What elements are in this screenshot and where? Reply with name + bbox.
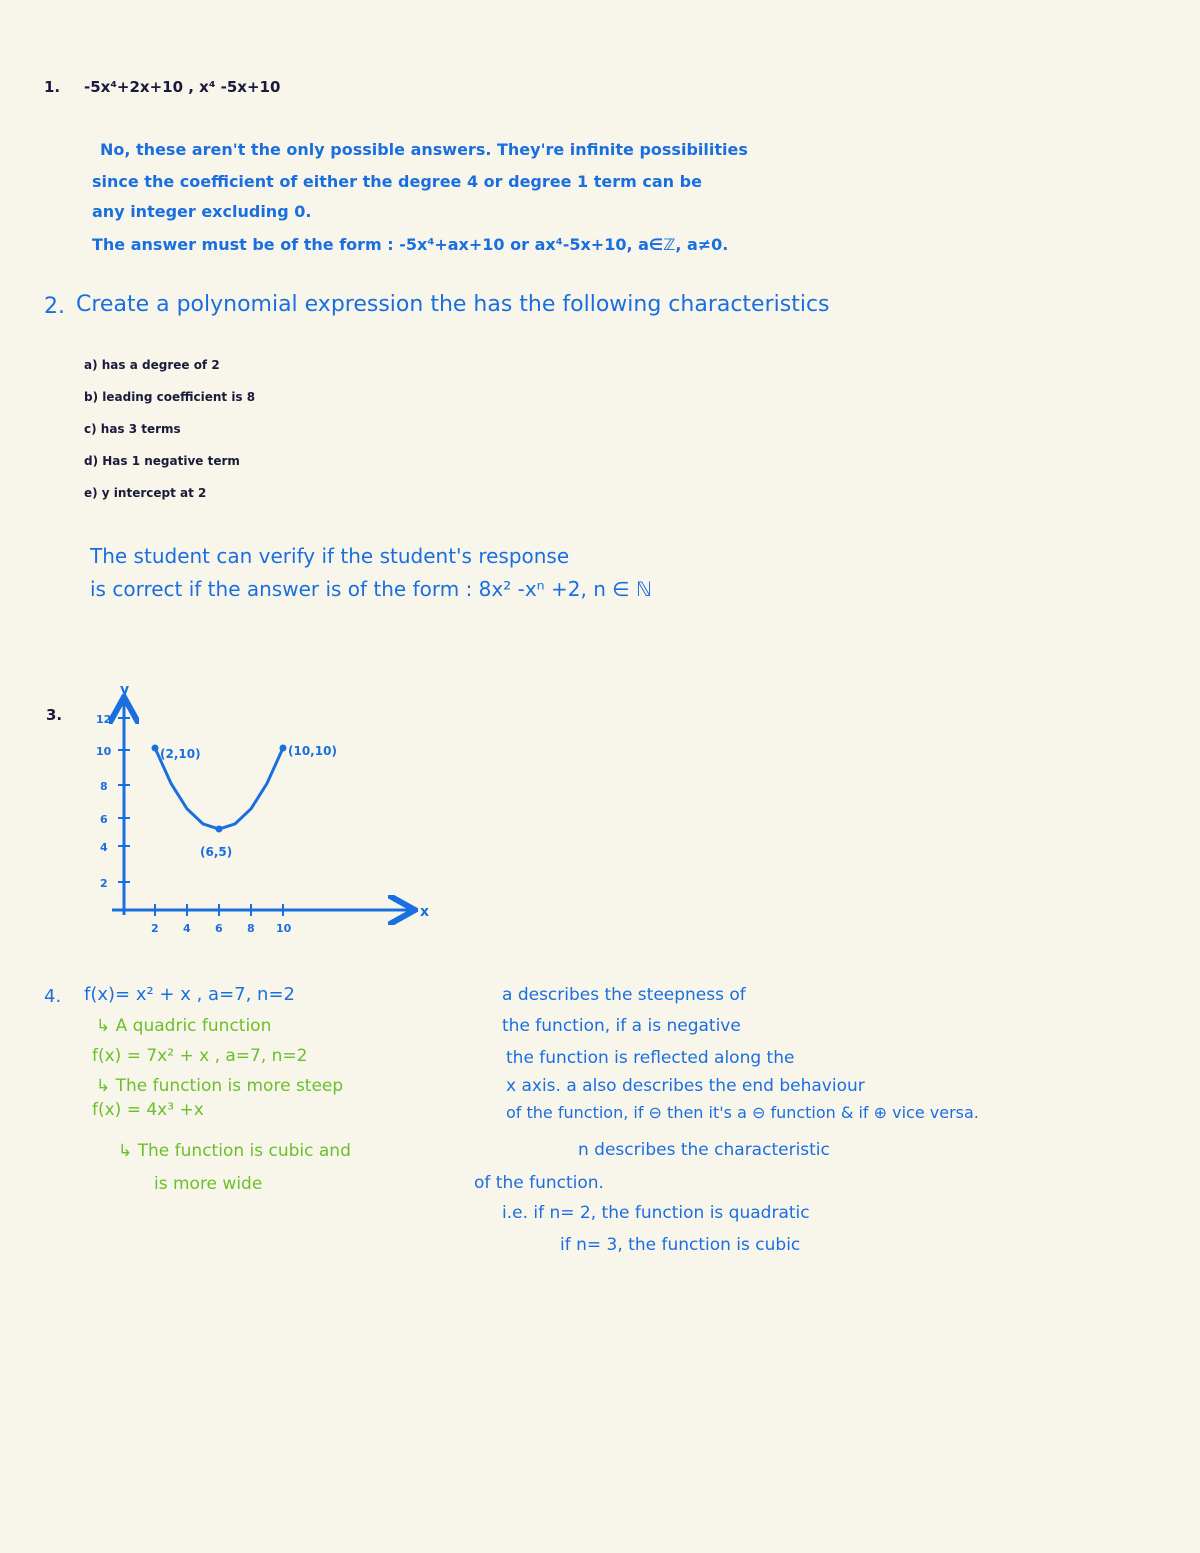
q4-function: f(x)= x² + x , a=7, n=2 (84, 984, 295, 1005)
point-marker-2 (216, 826, 223, 833)
q4-note-5: of the function, if ⊖ then it's a ⊖ function & if ⊕ vice versa. (506, 1103, 979, 1122)
q4-green-line-2: f(x) = 7x² + x , a=7, n=2 (92, 1046, 308, 1066)
svg-text:4: 4 (100, 841, 108, 854)
svg-text:10: 10 (276, 922, 292, 935)
point-marker-1 (152, 745, 159, 752)
q4-note-9: if n= 3, the function is cubic (560, 1235, 801, 1255)
svg-text:8: 8 (100, 780, 108, 793)
q1-explanation-line-4: The answer must be of the form : -5x⁴+ax+10 or ax⁴-5x+10, a∈ℤ, a≠0. (92, 235, 729, 254)
q1-answer: -5x⁴+2x+10 , x⁴ -5x+10 (84, 78, 281, 96)
svg-text:12: 12 (96, 713, 112, 726)
x-axis-label: x (420, 904, 430, 920)
q4-note-3: the function is reflected along the (506, 1048, 795, 1068)
q4-green-line-1: ↳ A quadric function (96, 1016, 272, 1036)
svg-text:2: 2 (151, 922, 159, 935)
q4-green-line-6: is more wide (154, 1174, 263, 1194)
svg-text:2: 2 (100, 877, 108, 890)
q4-number: 4. (44, 986, 62, 1007)
q2-verify-line-1: The student can verify if the student's response (90, 544, 570, 568)
q4-note-1: a describes the steepness of (502, 985, 746, 1005)
q1-number: 1. (44, 78, 61, 96)
q4-green-line-4: f(x) = 4x³ +x (92, 1100, 204, 1120)
q4-note-8: i.e. if n= 2, the function is quadratic (502, 1203, 810, 1223)
svg-text:8: 8 (247, 922, 255, 935)
q4-note-4: x axis. a also describes the end behaviour (506, 1076, 865, 1096)
q4-note-6: n describes the characteristic (578, 1140, 830, 1160)
svg-text:10: 10 (96, 745, 112, 758)
q1-explanation-line-1: No, these aren't the only possible answers. They're infinite possibilities (100, 140, 748, 159)
q4-green-line-3: ↳ The function is more steep (96, 1076, 344, 1096)
q2-prompt: Create a polynomial expression the has the following characteristics (76, 292, 830, 317)
q1-explanation-line-3: any integer excluding 0. (92, 202, 312, 221)
point-marker-3 (280, 745, 287, 752)
q2-criterion-d: d) Has 1 negative term (84, 454, 240, 468)
q2-criterion-c: c) has 3 terms (84, 422, 181, 436)
point-label-2-10: (2,10) (160, 747, 201, 761)
q2-criterion-a: a) has a degree of 2 (84, 358, 220, 372)
svg-text:6: 6 (100, 813, 108, 826)
y-axis-label: y (120, 682, 130, 698)
q2-verify-line-2: is correct if the answer is of the form : 8x² -xⁿ +2, n ∈ ℕ (90, 577, 653, 601)
q4-green-line-5: ↳ The function is cubic and (118, 1141, 351, 1161)
q2-criterion-e: e) y intercept at 2 (84, 486, 207, 500)
point-label-6-5: (6,5) (200, 845, 233, 859)
q2-number: 2. (44, 294, 65, 319)
point-label-10-10: (10,10) (288, 744, 337, 758)
q2-criterion-b: b) leading coefficient is 8 (84, 390, 256, 404)
svg-text:6: 6 (215, 922, 223, 935)
q1-explanation-line-2: since the coefficient of either the degree 4 or degree 1 term can be (92, 172, 702, 191)
q3-number: 3. (46, 706, 63, 724)
q4-note-7: of the function. (474, 1173, 604, 1193)
svg-text:4: 4 (183, 922, 191, 935)
q4-note-2: the function, if a is negative (502, 1016, 741, 1036)
